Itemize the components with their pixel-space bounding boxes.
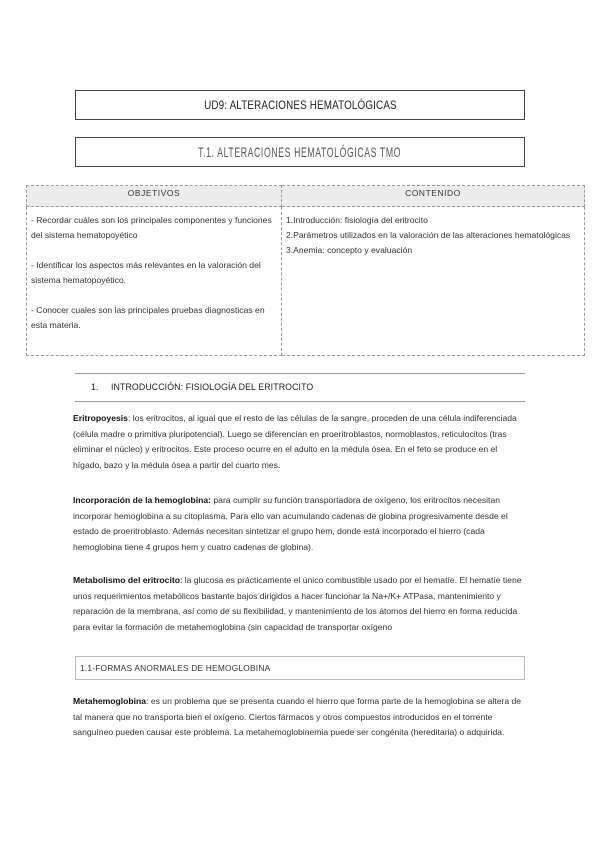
paragraph-text: : la glucosa es prácticamente el único combustible usado por el hematíe. El hematíe tiene unos requerimientos metabólicos bastante bajos dirigidos a hacer funcionar la Na+/K+ ATPasa, mantenimiento y reparación de la membrana, así como de su flexibilidad, y mantenimiento de los átomos del hierro en forma reducida para evitar la formación de metahemoglobina (sin capacidad de transportar oxígeno (73, 575, 522, 632)
section-title: INTRODUCCIÓN: FISIOLOGÍA DEL ERITROCITO (111, 382, 314, 392)
contents-header: CONTENIDO (282, 186, 585, 207)
subsection-title: 1.1-FORMAS ANORMALES DE HEMOGLOBINA (75, 656, 525, 680)
objective-item: - Conocer cuales son las principales pruebas diagnosticas en esta materia. (31, 305, 265, 330)
paragraph-eritropoyesis (73, 411, 528, 473)
section-divider-bottom (75, 401, 525, 402)
paragraph-text: : los eritrocitos, al igual que el resto de las células de la sangre, proceden de una célula indiferenciada (célula madre o primitiva pluripotencial). Luego se diferencian en proeritroblastos, normoblastos, reticulocitos (tras eliminar el núcleo) y eritrocitos. Este proceso ocurre en el adulto en la médula ósea. En el feto se produce en el hígado, bazo y la médula ósea a partir del cuarto mes. (73, 413, 517, 470)
content-item: 2.Parámetros utilizados en la valoración de las alteraciones hematológicas (286, 230, 571, 240)
paragraph-term: Metahemoglobina (73, 696, 147, 706)
objective-item: - Recordar cuáles son los principales componentes y funciones del sistema hematopoyético (31, 215, 272, 240)
paragraph-term: Metabolismo del eritrocito (73, 575, 180, 585)
contents-cell (282, 207, 585, 356)
content-item: 3.Anemia: concepto y evaluación (286, 245, 413, 255)
paragraph-metabolismo (73, 573, 528, 635)
paragraph-term: Incorporación de la hemoglobina: (73, 495, 211, 505)
unit-title: UD9: ALTERACIONES HEMATOLÓGICAS (203, 98, 397, 112)
paragraph-metahemoglobina (73, 694, 528, 741)
section-number: 1. (91, 382, 99, 392)
paragraph-term: Eritropoyesis (73, 413, 128, 423)
paragraph-text: : es un problema que se presenta cuando el hierro que forma parte de la hemoglobina se altera de tal manera que no transporta bien el oxígeno. Ciertos fármacos y otros compuestos introducidos en el torrente sanguíneo pueden causar este problema. La metahemoglobinemia puede ser congénita (hereditaria) o adquirida. (73, 696, 522, 737)
paragraph-text: para cumplir su función transportadora de oxígeno, los eritrocitos necesitan incorporar hemoglobina a su citoplasma. Para ello van acumulando cadenas de globina progresivamente desde el estado de proeritroblasto. Además necesitan sintetizar el grupo hem, donde está incorporado el hierro (cada hemoglobina tiene 4 grupos hem y cuatro cadenas de globina). (73, 495, 508, 552)
section-divider-top (75, 373, 525, 374)
objective-item: - Identificar los aspectos más relevantes en la valoración del sistema hematopoyético. (31, 260, 261, 285)
objectives-cell (27, 207, 282, 356)
objectives-header: OBJETIVOS (27, 186, 282, 207)
topic-title: T.1. ALTERACIONES HEMATOLÓGICAS TMO (198, 144, 402, 160)
unit-title-box (75, 90, 525, 120)
objectives-contents-table (26, 185, 585, 356)
content-item: 1.Introducción: fisiología del eritrocito (286, 215, 428, 225)
topic-title-box (75, 137, 525, 167)
section-heading (91, 382, 313, 392)
paragraph-hemoglobina (73, 493, 528, 555)
